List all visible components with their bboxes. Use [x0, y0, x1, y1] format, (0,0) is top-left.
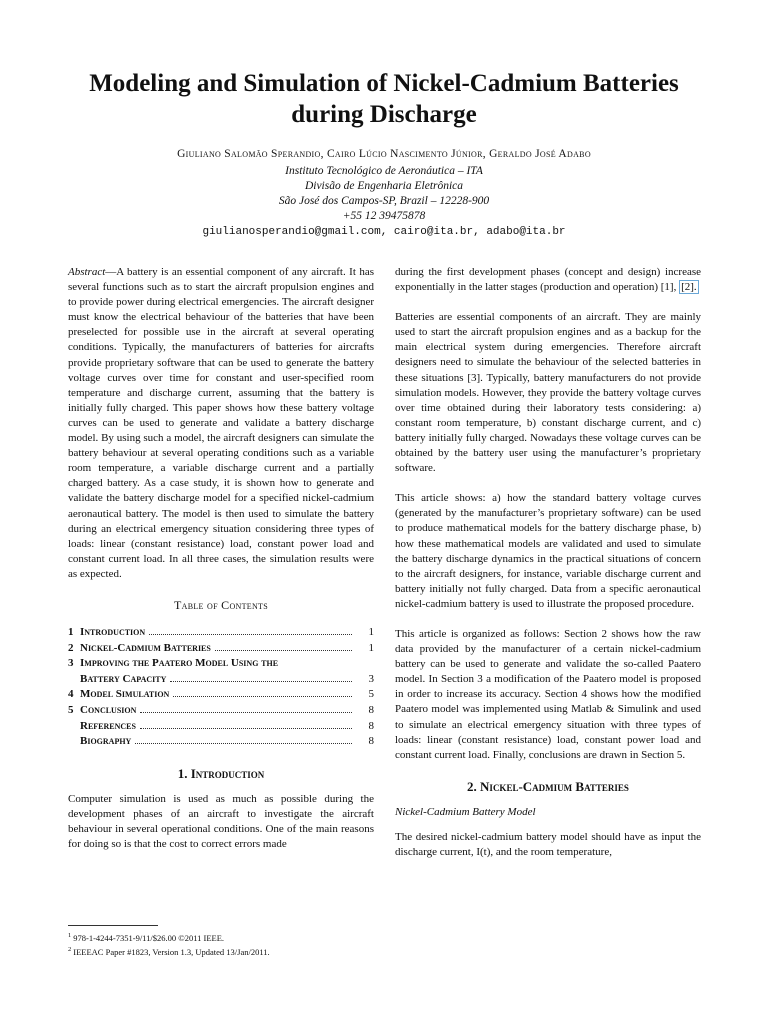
toc-leader	[173, 696, 352, 697]
left-column	[68, 265, 374, 852]
section-1-heading	[68, 766, 374, 781]
subsection-heading: Nickel-Cadmium Battery Model	[395, 805, 536, 818]
toc-leader	[215, 650, 352, 651]
toc-item-model-simulation[interactable]	[68, 687, 374, 703]
toc-leader	[135, 743, 352, 744]
toc-label: Model Simulation	[80, 688, 170, 701]
section-1-number: 1.	[177, 765, 188, 781]
toc-leader	[140, 712, 352, 713]
toc-label-continued: Battery Capacity	[80, 672, 167, 685]
author-emails[interactable]: giulianosperandio@gmail.com, cairo@ita.br, adabo@ita.br	[202, 226, 566, 238]
paper-title	[40, 68, 728, 130]
author-list: Giuliano Salomão Sperandio, Cairo Lúcio Nascimento Júnior, Geraldo José Adabo	[177, 148, 591, 160]
toc-leader	[149, 634, 352, 635]
section-1-title: Introduction	[190, 765, 265, 781]
table-of-contents	[68, 625, 374, 750]
toc-number: 4	[68, 688, 74, 701]
toc-item-improving-paatero[interactable]	[68, 656, 374, 672]
title-line-2: during Discharge	[291, 101, 477, 128]
affiliation-city: São José dos Campos-SP, Brazil – 12228-900	[278, 195, 490, 207]
toc-page: 8	[368, 719, 374, 732]
model-paragraph: The desired nickel-cadmium battery model should have as input the discharge current, I(t), and the room temperature,	[395, 831, 701, 859]
abstract	[68, 265, 374, 582]
footnote-mark: 2	[68, 945, 72, 953]
batteries-paragraph: Batteries are essential components of an aircraft. They are mainly used to start the aircraft propulsion engines and as a backup for the main electrical system during emergencies. Therefore aircraft designers need to simulate the behaviour of the selected batteries in these situations [3]. Typically, battery manufacturers do not provide simulation models. However, they provide the battery voltage curves over time obtained during their laboratory tests considering: a) constant room temperature, b) constant discharge current, and c) battery initially fully charged. Nowadays these voltage curves can be obtained by the battery user using the manufacturer’s proprietary software.	[395, 311, 701, 475]
section-2-number: 2.	[467, 778, 477, 794]
footnote-1	[68, 930, 374, 944]
footnote-text: 978-1-4244-7351-9/11/$26.00 ©2011 IEEE.	[73, 932, 225, 943]
right-column	[395, 265, 701, 860]
toc-item-biography[interactable]	[68, 734, 374, 750]
toc-number: 5	[68, 704, 74, 717]
affiliation	[100, 164, 668, 224]
section-2-title: Nickel-Cadmium Batteries	[480, 778, 629, 794]
intro-continued-text: during the first development phases (concept and design) increase exponentially in the latter stages (production and operation) [1],	[395, 266, 701, 294]
toc-leader	[140, 728, 352, 729]
affiliation-division: Divisão de Engenharia Eletrônica	[304, 180, 464, 192]
toc-page: 1	[368, 626, 374, 639]
toc-number: 3	[68, 657, 74, 670]
organization-paragraph: This article is organized as follows: Section 2 shows how the raw data provided by the manufacturer of a certain nickel-cadmium battery can be used to generate and validate the so-called Paatero model. In Section 3 a modification of the Paatero model is proposed in order to increase its accuracy. Section 4 shows how the modified Paatero model was implemented using Matlab & Simulink and used to simulate an electrical emergency situation with three types of loads: linear (constant resistance) load, constant power load and constant current load. Finally, conclusions are drawn in Section 5.	[395, 627, 701, 761]
toc-number: 2	[68, 641, 74, 654]
toc-item-references[interactable]	[68, 719, 374, 735]
abstract-text: —A battery is an essential component of any aircraft. It has several functions such as to start the aircraft propulsion engines and to provide power during electrical emergencies. The aircraft designer must know the electrical behaviour of the batteries that have been preselected for possible use in the aircraft at several operating conditions. Typically, the manufacturers of batteries for aircrafts provide proprietary software that can be used to generate the battery voltage curves over time for constant and user-specified room temperature and discharge current, assuming that the battery is initially fully charged. This paper shows how these battery voltage curves can be used to generate and validate a battery discharge model. By using such a model, the aircraft designers can simulate the battery behaviour at several operating conditions such as a variable room temperature, a variable discharge current and a partially charged battery. As a case study, it is shown how to generate and validate the battery discharge model for a specified nickel-cadmium aeronautical battery. The model is then used to simulate the battery during an electrical emergency situation considering three types of loads: linear (constant resistance) load, constant power load and constant current load. In all three cases, the simulation results were as expected.	[68, 266, 374, 580]
toc-label: Introduction	[80, 626, 146, 639]
toc-page: 3	[368, 672, 374, 685]
affiliation-institute: Instituto Tecnológico de Aeronáutica – ITA	[285, 165, 483, 177]
toc-heading: Table of Contents	[174, 597, 268, 612]
toc-page: 1	[368, 641, 374, 654]
toc-label: Improving the Paatero Model Using the	[80, 657, 279, 670]
toc-page: 5	[368, 688, 374, 701]
section-2-heading	[395, 779, 701, 794]
footnote-text: IEEEAC Paper #1823, Version 1.3, Updated 13/Jan/2011.	[73, 946, 270, 957]
section-1-paragraph: Computer simulation is used as much as possible during the development phases of an aircraft to investigate the aircraft behaviour in several operational conditions. One of the main reasons for doing so is that the cost to correct errors made	[68, 792, 374, 851]
toc-label: Biography	[80, 735, 132, 748]
toc-label: References	[80, 719, 136, 732]
toc-item-conclusion[interactable]	[68, 703, 374, 719]
toc-number: 1	[68, 626, 74, 639]
citation-link[interactable]: [2].	[681, 281, 697, 294]
affiliation-phone: +55 12 39475878	[342, 210, 426, 222]
toc-page: 8	[368, 735, 374, 748]
toc-leader	[170, 681, 352, 682]
intro-continued-paragraph	[395, 265, 701, 295]
toc-item-improving-paatero-cont[interactable]	[68, 672, 374, 688]
footnotes	[68, 925, 374, 958]
footnote-2	[68, 944, 374, 958]
toc-item-nickel-cadmium[interactable]	[68, 641, 374, 657]
toc-label: Nickel-Cadmium Batteries	[80, 641, 211, 654]
toc-item-introduction[interactable]	[68, 625, 374, 641]
title-line-1: Modeling and Simulation of Nickel-Cadmium Batteries	[89, 70, 679, 97]
toc-label: Conclusion	[80, 704, 137, 717]
article-shows-paragraph: This article shows: a) how the standard battery voltage curves (generated by the manufacturer’s proprietary software) can be used to produce mathematical models for the battery discharge phase, b) how these mathematical models are validated and used to simulate the battery discharge dynamics in the practical situations of concern to the aircraft designers, for instance, variable discharge current and battery initially not fully charged. Data from a specific aeronautical nickel-cadmium battery is used to illustrate the proposed procedure.	[395, 492, 701, 610]
footnote-mark: 1	[68, 932, 72, 939]
toc-page: 8	[368, 704, 374, 717]
footnote-rule	[68, 925, 158, 926]
abstract-label: Abstract	[68, 266, 106, 278]
